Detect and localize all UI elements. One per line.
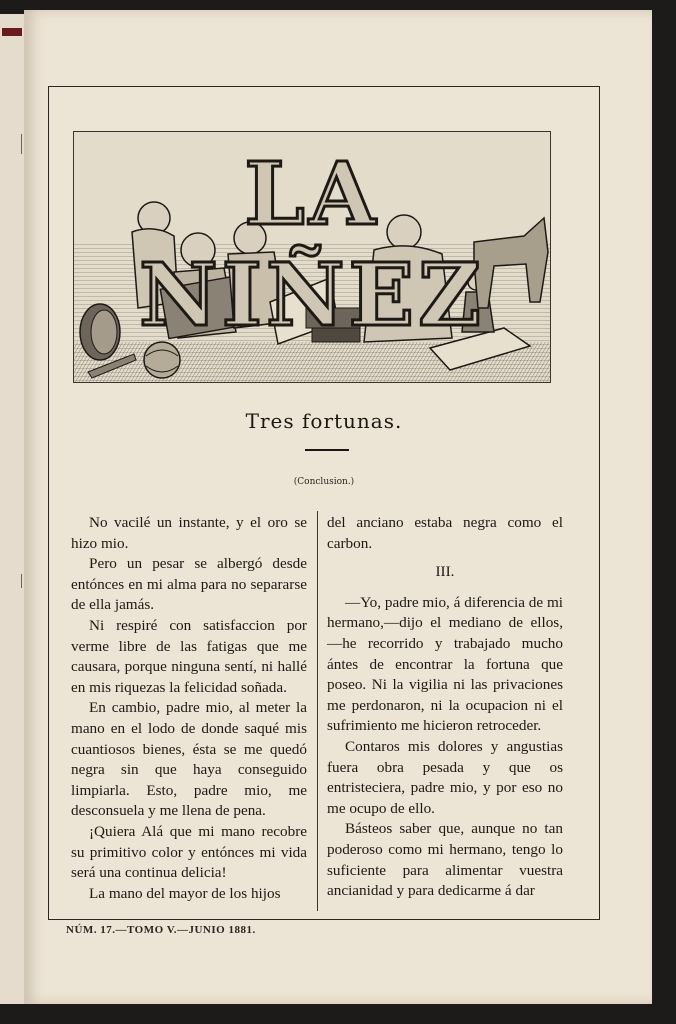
magazine-page [24, 10, 652, 1004]
section-number: III. [435, 563, 455, 581]
title-rule [305, 449, 349, 451]
masthead-illustration [73, 131, 551, 383]
paragraph: —Yo, padre mio, á diferencia de mi hermano,—dijo el mediano de ellos,—he recorrido y trabajado mucho ántes de encontrar la fortuna que poseo. Ni la vigilia ni las privaciones me perdonaron, ni la ocupacion ni el sufrimiento me hicieron retroceder. [327, 593, 563, 735]
paragraph: Ni respiré con satisfaccion por verme libre de las fatigas que me causara, porque ninguna sentí, ni hallé en mis riquezas la felicidad soñada. [71, 616, 307, 696]
issue-footer: NÚM. 17.—TOMO V.—JUNIO 1881. [66, 924, 256, 936]
paragraph: En cambio, padre mio, al meter la mano en el lodo de donde saqué mis cuantiosos bienes, ésta se me quedó negra sin que haya conseguido limpiarla. Esto, padre mio, me desconsuela y me llena de pena. [71, 699, 307, 820]
masthead-title: LA NIÑEZ [139, 144, 485, 346]
paragraph: Básteos saber que, aunque no tan poderoso como mi hermano, tengo lo suficiente para alimentar vuestra ancianidad y para dedicarme á dar [327, 820, 563, 900]
column-divider [317, 511, 318, 911]
article-subtitle: (Conclusion.) [293, 477, 355, 487]
page-frame [48, 86, 600, 920]
paragraph: Pero un pesar se albergó desde entónces en mi alma para no separarse de ella jamás. [71, 555, 307, 614]
left-column [71, 513, 307, 904]
paragraph: Contaros mis dolores y angustias fuera obra pesada y que os entristeciera, padre mio, y por eso no me ocupo de ello. [327, 737, 563, 817]
paragraph: La mano del mayor de los hijos [89, 884, 281, 902]
paragraph: No vacilé un instante, y el oro se hizo mio. [71, 514, 307, 552]
previous-page-edge [0, 14, 25, 1004]
right-column [327, 513, 563, 902]
binding-mark [2, 28, 22, 36]
article-title: Tres fortunas. [245, 409, 403, 433]
paragraph: ¡Quiera Alá que mi mano recobre su primitivo color y entónces mi vida será una continua delicia! [71, 822, 307, 882]
paragraph: del anciano estaba negra como el carbon. [327, 514, 563, 552]
